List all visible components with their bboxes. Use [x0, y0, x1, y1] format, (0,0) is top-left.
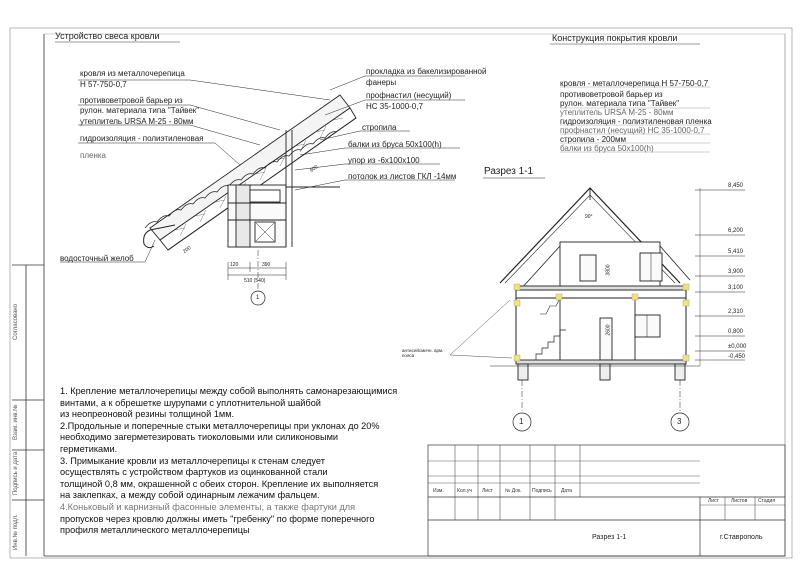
- elev-6: 2,310: [728, 309, 744, 315]
- label-profsheet-2: НС 35-1000-0,7: [366, 102, 423, 111]
- note-line: на заклепках, а между собой одинарным лежачим фальцем.: [60, 490, 320, 501]
- spec-2: противоветровой барьер из: [560, 90, 663, 99]
- label-roof-1: кровля из металлочерепица: [80, 69, 185, 78]
- sec-dim-1: 3800: [605, 264, 612, 276]
- label-insulation: утеплитель URSA М-25 - 80мм: [80, 117, 194, 126]
- note-line: 3. Примыкание кровли из металлочерепицы к стенам следует: [60, 455, 325, 466]
- sec-dim-angle: 90°: [585, 214, 593, 220]
- dim-510: 510 (540): [244, 278, 266, 284]
- tb-col-izm: Изм.: [433, 488, 444, 494]
- label-plywood-1: прокладка из бакелизированной: [366, 67, 487, 76]
- note-line: осуществлять с устройством фартуков из оцинкованной стали: [60, 467, 328, 478]
- label-gutter: водосточный желоб: [60, 254, 134, 263]
- dim-120: 120: [230, 262, 239, 268]
- spec-3: рулон. материала типа "Тайвек": [560, 99, 680, 108]
- note-line: герметиками.: [60, 443, 118, 454]
- tb-city: г.Ставрополь: [720, 534, 763, 541]
- notes-block: [60, 386, 430, 537]
- tb-stage-1: Лист: [708, 498, 719, 504]
- label-roof-2: Н 57-750-0,7: [80, 80, 127, 89]
- spec-5: гидроизоляция - полиэтиленовая пленка: [560, 117, 712, 126]
- detail-axis: 1: [256, 295, 260, 301]
- label-barrier-1: противоветровой барьер из: [80, 96, 183, 105]
- dim-200: 200: [182, 245, 193, 255]
- note-line: необходимо загерметезировать тиоколовыми или силиконовыми: [60, 432, 339, 443]
- elev-3: 5,410: [728, 249, 744, 255]
- tb-col-doc: № Док.: [505, 488, 522, 494]
- tb-stage-2: Листов: [731, 498, 748, 504]
- label-rafter: стропила: [362, 123, 397, 132]
- label-film: пленка: [80, 151, 106, 160]
- elev-8: ±0,000: [728, 344, 747, 350]
- sidebar-inv: Инв.№ подл.: [13, 514, 19, 550]
- spec-4: утеплитель URSA М-25 - 80мм: [560, 108, 674, 117]
- tb-col-kol: Кол.уч: [457, 488, 472, 494]
- elev-1: 8,450: [728, 183, 744, 189]
- tb-col-sign: Подпись: [532, 488, 552, 494]
- note-line: пропусков через кровлю должны иметь "гребенку" по форме поперечного: [60, 513, 375, 524]
- note-line: профиля металлического металлочерепицы: [60, 525, 250, 536]
- house-section: [450, 178, 745, 431]
- left-title: Устройство свеса кровли: [55, 31, 160, 41]
- sidebar-replace: Взам. инв.№: [13, 404, 19, 440]
- label-barrier-2: рулон. материала типа "Тайвек": [80, 106, 200, 115]
- note-line: 1. Крепление металлочерепицы между собой выполнять самонарезающимися: [60, 386, 398, 396]
- spec-7: стропила - 200мм: [560, 135, 626, 144]
- section-title: Разрез 1-1: [484, 166, 534, 177]
- axis-3: 3: [677, 417, 682, 426]
- note-line: из неопреоновой резины толщиной 1мм.: [60, 409, 235, 420]
- label-profsheet-1: профнастил (несущий): [366, 91, 452, 100]
- note-line: 2.Продольные и поперечные стыки металлочерепицы при уклонах до 20%: [60, 420, 380, 431]
- spec-6: профнастил (несущий) НС 35-1000-0,7: [560, 126, 705, 135]
- right-title: Конструкция покрытия кровли: [552, 33, 678, 43]
- tb-col-list: Лист: [482, 488, 493, 494]
- elev-9: -0,450: [728, 354, 746, 360]
- label-vent: антисейсмичн. арм. пояса: [402, 348, 444, 358]
- spec-1: кровля - металлочерепица Н 57-750-0,7: [560, 79, 709, 88]
- note-line: винтами, а к обрешетке шурупами с уплотнительной шайбой: [60, 397, 321, 408]
- label-waterproof: гидроизоляция - полиэтиленовая: [80, 134, 204, 143]
- elev-7: 0,800: [728, 329, 744, 335]
- elev-2: 6,200: [728, 228, 744, 234]
- sidebar-sign: Подпись и дата: [13, 451, 19, 495]
- label-beams: балки из бруса 50х100(h): [348, 140, 442, 149]
- note-line: толщиной 0,8 мм, окрашенной с обеих сторон. Крепление их выполняется: [60, 478, 379, 489]
- label-ceiling: потолок из листов ГКЛ -14мм: [348, 172, 457, 181]
- spec-8: балки из бруса 50х100(h): [560, 144, 654, 153]
- axis-1: 1: [519, 417, 524, 426]
- elev-5: 3,100: [728, 285, 744, 291]
- tb-sheet-name: Разрез 1-1: [592, 534, 627, 541]
- dim-600: 600: [309, 164, 320, 174]
- tb-stage-3: Стадия: [758, 498, 776, 504]
- sec-dim-2: 2600: [605, 324, 612, 336]
- note-line: 4.Коньковый и карнизный фасонные элементы, а также фартуки для: [60, 501, 356, 512]
- dim-390: 390: [262, 262, 271, 268]
- elev-4: 3,900: [728, 269, 744, 275]
- sidebar-agreed: Согласовано: [13, 303, 19, 340]
- label-plywood-2: фанеры: [366, 78, 397, 87]
- tb-col-date: Дата: [561, 488, 573, 494]
- label-stop: упор из -6х100х100: [348, 156, 420, 165]
